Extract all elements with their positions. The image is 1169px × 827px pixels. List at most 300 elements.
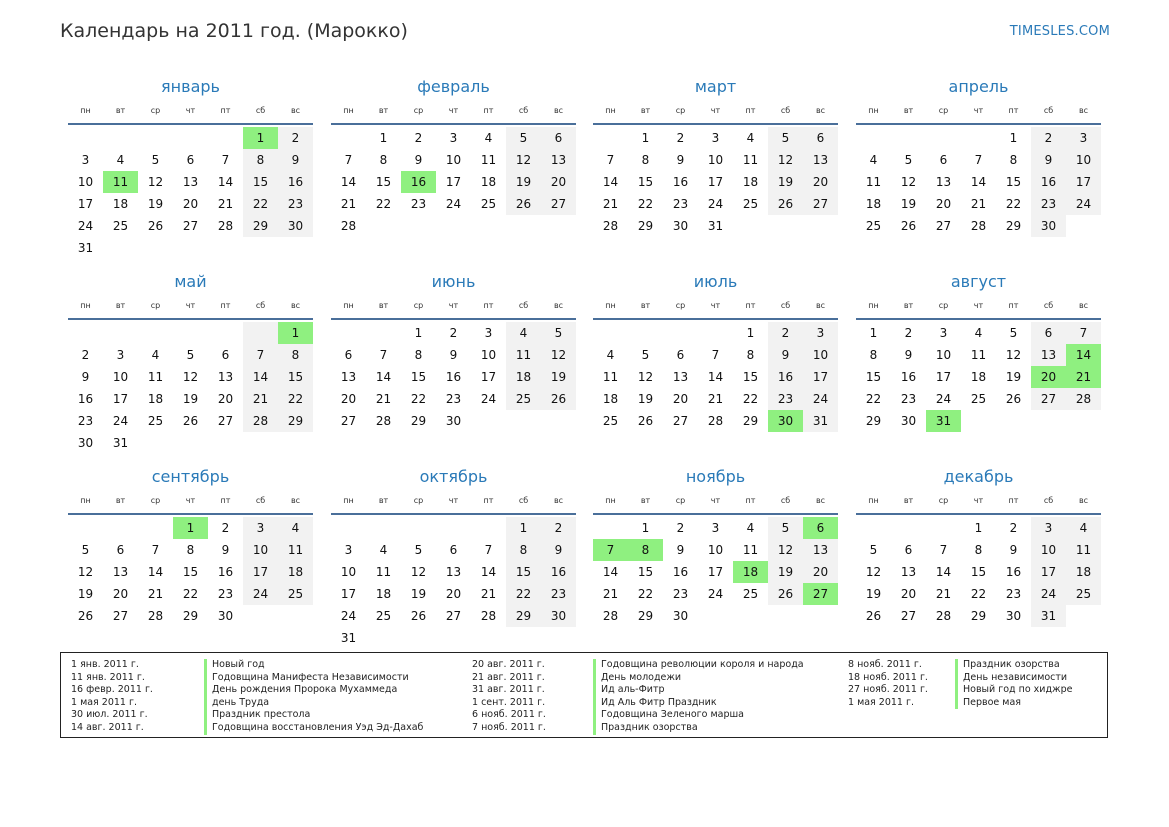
day-cell: 14 <box>340 175 357 189</box>
day-cell: 2 <box>541 517 576 539</box>
day-cell: 30 <box>672 609 689 623</box>
weekday-label: ср <box>413 105 424 115</box>
day-cell: 16 <box>672 565 689 579</box>
day-cell: 8 <box>869 348 878 362</box>
weekday-label: чт <box>710 495 721 505</box>
day-cell: 20 <box>803 561 838 583</box>
day-cell: 27 <box>803 193 838 215</box>
day-cell: 10 <box>1031 539 1066 561</box>
legend-holiday-name: Годовщина восстановления Уэд Эд-Дахаб <box>204 722 423 735</box>
day-cell: 18 <box>147 392 164 406</box>
day-cell: 28 <box>970 219 987 233</box>
empty-cell <box>366 322 401 344</box>
holiday-day-cell: 14 <box>1066 344 1101 366</box>
day-cell: 16 <box>900 370 917 384</box>
day-cell: 9 <box>541 539 576 561</box>
weekday-label: пт <box>1008 300 1019 310</box>
legend-names-col-3 <box>955 659 1072 709</box>
day-cell: 24 <box>1066 193 1101 215</box>
day-cell: 6 <box>904 543 913 557</box>
day-cell: 12 <box>410 565 427 579</box>
day-cell: 9 <box>81 370 90 384</box>
day-cell: 26 <box>900 219 917 233</box>
day-cell: 12 <box>506 149 541 171</box>
empty-cell <box>698 605 733 627</box>
day-cell: 28 <box>340 219 357 233</box>
day-cell: 20 <box>217 392 234 406</box>
empty-cell <box>138 517 173 539</box>
day-cell: 17 <box>1066 171 1101 193</box>
day-cell: 12 <box>1005 348 1022 362</box>
weekday-label: вт <box>640 105 651 115</box>
holiday-legend <box>60 652 1108 738</box>
day-cell: 28 <box>935 609 952 623</box>
day-cell: 9 <box>768 344 803 366</box>
weekday-label: ср <box>675 495 686 505</box>
day-cell: 15 <box>1005 175 1022 189</box>
day-cell: 2 <box>1031 127 1066 149</box>
day-cell: 16 <box>1031 171 1066 193</box>
day-cell: 17 <box>707 565 724 579</box>
legend-date: 31 авг. 2011 г. <box>472 684 545 696</box>
day-cell: 28 <box>707 414 724 428</box>
day-cell: 20 <box>445 587 462 601</box>
day-cell: 12 <box>768 149 803 171</box>
legend-dates-col-3 <box>848 659 928 709</box>
weekday-label: пн <box>605 495 616 505</box>
empty-cell <box>663 322 698 344</box>
weekday-label: сб <box>518 300 529 310</box>
month-divider <box>593 123 838 125</box>
day-cell: 22 <box>375 197 392 211</box>
day-cell: 16 <box>445 370 462 384</box>
day-cell: 31 <box>707 219 724 233</box>
month-divider <box>593 513 838 515</box>
day-cell: 22 <box>243 193 278 215</box>
day-cell: 7 <box>379 348 388 362</box>
day-cell: 9 <box>904 348 913 362</box>
day-cell: 21 <box>970 197 987 211</box>
day-cell: 21 <box>602 197 619 211</box>
day-cell: 11 <box>147 370 164 384</box>
weekday-label: вс <box>553 495 564 505</box>
legend-holiday-name: День молодежи <box>593 672 804 685</box>
day-cell: 20 <box>182 197 199 211</box>
weekday-label: вс <box>815 495 826 505</box>
weekday-label: вс <box>1078 495 1089 505</box>
day-cell: 17 <box>803 366 838 388</box>
weekday-label: пт <box>220 495 231 505</box>
month-1 <box>68 73 313 259</box>
day-cell: 13 <box>217 370 234 384</box>
weekday-label: пт <box>483 495 494 505</box>
empty-cell <box>541 215 576 237</box>
day-cell: 2 <box>676 131 685 145</box>
day-cell: 17 <box>243 561 278 583</box>
day-cell: 4 <box>278 517 313 539</box>
empty-cell <box>768 215 803 237</box>
weekday-label: ср <box>675 105 686 115</box>
day-cell: 13 <box>182 175 199 189</box>
day-cell: 8 <box>243 149 278 171</box>
day-cell: 5 <box>1009 326 1018 340</box>
day-cell: 21 <box>935 587 952 601</box>
weekday-label: вт <box>903 105 914 115</box>
day-cell: 28 <box>480 609 497 623</box>
day-cell: 10 <box>1066 149 1101 171</box>
day-cell: 10 <box>340 565 357 579</box>
holiday-day-cell: 7 <box>593 539 628 561</box>
day-cell: 9 <box>1009 543 1018 557</box>
legend-holiday-name: Праздник престола <box>204 709 423 722</box>
day-cell: 23 <box>217 587 234 601</box>
day-cell: 7 <box>221 153 230 167</box>
month-name: апрель <box>948 77 1009 96</box>
empty-cell <box>768 605 803 627</box>
day-cell: 30 <box>77 436 94 450</box>
day-grid <box>68 517 313 627</box>
empty-cell <box>996 410 1031 432</box>
legend-holiday-name: Праздник озорства <box>955 659 1072 672</box>
day-cell: 3 <box>1066 127 1101 149</box>
day-cell: 14 <box>602 175 619 189</box>
day-cell: 5 <box>768 517 803 539</box>
day-cell: 29 <box>506 605 541 627</box>
empty-cell <box>1066 605 1101 627</box>
day-cell: 15 <box>506 561 541 583</box>
day-cell: 29 <box>637 609 654 623</box>
month-6 <box>331 268 576 432</box>
weekday-label: пн <box>343 105 354 115</box>
day-cell: 10 <box>243 539 278 561</box>
day-cell: 16 <box>672 175 689 189</box>
weekday-header <box>593 490 838 510</box>
day-cell: 5 <box>641 348 650 362</box>
day-cell: 6 <box>803 127 838 149</box>
weekday-label: пн <box>868 300 879 310</box>
weekday-label: пн <box>868 495 879 505</box>
empty-cell <box>961 127 996 149</box>
day-cell: 2 <box>449 326 458 340</box>
day-cell: 25 <box>1066 583 1101 605</box>
day-cell: 7 <box>939 543 948 557</box>
day-cell: 23 <box>410 197 427 211</box>
day-cell: 14 <box>480 565 497 579</box>
empty-cell <box>961 410 996 432</box>
empty-cell <box>366 215 401 237</box>
month-name: январь <box>161 77 220 96</box>
day-cell: 14 <box>602 565 619 579</box>
legend-holiday-name: Новый год по хиджре <box>955 684 1072 697</box>
day-cell: 28 <box>217 219 234 233</box>
day-cell: 25 <box>865 219 882 233</box>
day-cell: 19 <box>768 561 803 583</box>
weekday-label: чт <box>973 300 984 310</box>
day-cell: 29 <box>410 414 427 428</box>
day-cell: 5 <box>904 153 913 167</box>
site-link[interactable]: TIMESLES.COM <box>1009 24 1110 39</box>
day-cell: 5 <box>186 348 195 362</box>
weekday-label: пт <box>745 105 756 115</box>
day-cell: 23 <box>541 583 576 605</box>
legend-date: 8 нояб. 2011 г. <box>848 659 922 670</box>
day-cell: 28 <box>1066 388 1101 410</box>
legend-date: 6 нояб. 2011 г. <box>472 709 546 721</box>
day-cell: 17 <box>445 175 462 189</box>
day-cell: 21 <box>480 587 497 601</box>
day-cell: 7 <box>711 348 720 362</box>
empty-cell <box>331 322 366 344</box>
day-cell: 30 <box>672 219 689 233</box>
empty-cell <box>401 627 436 649</box>
day-cell: 8 <box>186 543 195 557</box>
day-cell: 9 <box>221 543 230 557</box>
legend-holiday-name: День независимости <box>955 672 1072 685</box>
empty-cell <box>138 432 173 454</box>
day-cell: 26 <box>147 219 164 233</box>
day-cell: 18 <box>865 197 882 211</box>
weekday-label: вт <box>640 495 651 505</box>
day-cell: 18 <box>742 175 759 189</box>
weekday-label: вс <box>815 300 826 310</box>
day-cell: 27 <box>1031 388 1066 410</box>
weekday-label: сб <box>518 495 529 505</box>
day-cell: 6 <box>344 348 353 362</box>
month-name: февраль <box>417 77 490 96</box>
day-cell: 11 <box>602 370 619 384</box>
weekday-label: пт <box>1008 495 1019 505</box>
holiday-day-cell: 18 <box>733 561 768 583</box>
empty-cell <box>856 127 891 149</box>
day-cell: 15 <box>375 175 392 189</box>
day-cell: 30 <box>1005 609 1022 623</box>
weekday-label: вс <box>290 300 301 310</box>
day-grid <box>68 322 313 454</box>
day-cell: 14 <box>935 565 952 579</box>
empty-cell <box>436 215 471 237</box>
month-name: декабрь <box>943 467 1014 486</box>
empty-cell <box>103 517 138 539</box>
day-cell: 22 <box>637 197 654 211</box>
day-cell: 19 <box>1005 370 1022 384</box>
day-cell: 26 <box>541 388 576 410</box>
day-cell: 30 <box>445 414 462 428</box>
day-cell: 5 <box>414 543 423 557</box>
day-cell: 25 <box>742 587 759 601</box>
day-cell: 16 <box>77 392 94 406</box>
day-cell: 13 <box>803 149 838 171</box>
month-7 <box>593 268 838 432</box>
weekday-label: пн <box>343 495 354 505</box>
legend-holiday-name: Новый год <box>204 659 423 672</box>
day-cell: 11 <box>375 565 392 579</box>
day-cell: 16 <box>1005 565 1022 579</box>
weekday-label: ср <box>938 105 949 115</box>
day-cell: 14 <box>147 565 164 579</box>
weekday-label: сб <box>255 300 266 310</box>
legend-date: 16 февр. 2011 г. <box>71 684 153 696</box>
legend-dates-col-1 <box>71 659 153 735</box>
day-cell: 5 <box>869 543 878 557</box>
empty-cell <box>891 517 926 539</box>
day-cell: 25 <box>742 197 759 211</box>
day-cell: 28 <box>375 414 392 428</box>
legend-date: 14 авг. 2011 г. <box>71 721 144 733</box>
day-cell: 13 <box>340 370 357 384</box>
day-cell: 12 <box>147 175 164 189</box>
empty-cell <box>506 410 541 432</box>
empty-cell <box>471 517 506 539</box>
empty-cell <box>173 127 208 149</box>
day-cell: 8 <box>414 348 423 362</box>
empty-cell <box>366 627 401 649</box>
day-cell: 24 <box>935 392 952 406</box>
day-cell: 7 <box>606 153 615 167</box>
holiday-day-cell: 21 <box>1066 366 1101 388</box>
day-cell: 1 <box>746 326 755 340</box>
weekday-header <box>593 100 838 120</box>
day-cell: 22 <box>865 392 882 406</box>
month-2 <box>331 73 576 237</box>
day-cell: 23 <box>445 392 462 406</box>
day-cell: 26 <box>768 583 803 605</box>
month-12 <box>856 463 1101 627</box>
day-cell: 31 <box>340 631 357 645</box>
weekday-label: сб <box>518 105 529 115</box>
weekday-label: ср <box>675 300 686 310</box>
weekday-label: сб <box>780 300 791 310</box>
empty-cell <box>331 517 366 539</box>
empty-cell <box>103 127 138 149</box>
weekday-label: пт <box>745 300 756 310</box>
day-cell: 22 <box>970 587 987 601</box>
day-cell: 17 <box>112 392 129 406</box>
day-cell: 24 <box>803 388 838 410</box>
day-cell: 11 <box>742 543 759 557</box>
weekday-label: вс <box>290 105 301 115</box>
day-cell: 17 <box>480 370 497 384</box>
month-3 <box>593 73 838 237</box>
empty-cell <box>471 410 506 432</box>
weekday-label: пн <box>868 105 879 115</box>
weekday-label: пт <box>1008 105 1019 115</box>
day-cell: 19 <box>506 171 541 193</box>
day-cell: 26 <box>410 609 427 623</box>
day-cell: 25 <box>506 388 541 410</box>
month-divider <box>331 513 576 515</box>
day-cell: 12 <box>77 565 94 579</box>
day-cell: 20 <box>900 587 917 601</box>
legend-holiday-name: Ид Аль Фитр Праздник <box>593 697 804 710</box>
day-cell: 17 <box>1031 561 1066 583</box>
day-cell: 2 <box>1009 521 1018 535</box>
day-cell: 14 <box>375 370 392 384</box>
day-cell: 11 <box>506 344 541 366</box>
day-grid <box>593 322 838 432</box>
day-grid <box>68 127 313 259</box>
day-cell: 20 <box>803 171 838 193</box>
empty-cell <box>733 215 768 237</box>
empty-cell <box>593 127 628 149</box>
weekday-label: пн <box>605 105 616 115</box>
month-name: август <box>950 272 1007 291</box>
month-5 <box>68 268 313 454</box>
day-cell: 22 <box>410 392 427 406</box>
day-cell: 15 <box>742 370 759 384</box>
day-cell: 25 <box>970 392 987 406</box>
weekday-label: чт <box>710 105 721 115</box>
day-cell: 7 <box>151 543 160 557</box>
day-cell: 27 <box>182 219 199 233</box>
day-cell: 24 <box>340 609 357 623</box>
empty-cell <box>331 127 366 149</box>
day-cell: 28 <box>147 609 164 623</box>
day-cell: 27 <box>112 609 129 623</box>
holiday-day-cell: 1 <box>173 517 208 539</box>
day-cell: 3 <box>711 521 720 535</box>
empty-cell <box>243 432 278 454</box>
day-cell: 29 <box>1005 219 1022 233</box>
weekday-label: ср <box>938 300 949 310</box>
weekday-header <box>856 490 1101 510</box>
holiday-day-cell: 6 <box>803 517 838 539</box>
weekday-label: пн <box>80 105 91 115</box>
day-cell: 18 <box>1066 561 1101 583</box>
day-cell: 13 <box>112 565 129 579</box>
legend-names-col-1 <box>204 659 423 735</box>
holiday-day-cell: 27 <box>803 583 838 605</box>
month-divider <box>68 318 313 320</box>
day-cell: 29 <box>182 609 199 623</box>
empty-cell <box>471 215 506 237</box>
empty-cell <box>68 127 103 149</box>
day-cell: 24 <box>480 392 497 406</box>
legend-holiday-name: День рождения Пророка Мухаммеда <box>204 684 423 697</box>
empty-cell <box>506 627 541 649</box>
month-name: июнь <box>431 272 476 291</box>
weekday-label: пн <box>605 300 616 310</box>
day-cell: 26 <box>637 414 654 428</box>
day-cell: 1 <box>869 326 878 340</box>
day-cell: 23 <box>768 388 803 410</box>
day-cell: 4 <box>746 521 755 535</box>
day-cell: 5 <box>81 543 90 557</box>
day-cell: 3 <box>116 348 125 362</box>
day-cell: 17 <box>935 370 952 384</box>
day-cell: 21 <box>217 197 234 211</box>
day-cell: 20 <box>672 392 689 406</box>
holiday-day-cell: 31 <box>926 410 961 432</box>
empty-cell <box>401 215 436 237</box>
day-cell: 21 <box>243 388 278 410</box>
month-divider <box>68 123 313 125</box>
day-cell: 26 <box>768 193 803 215</box>
day-cell: 2 <box>278 127 313 149</box>
day-cell: 7 <box>1066 322 1101 344</box>
day-cell: 8 <box>278 344 313 366</box>
legend-holiday-name: Годовщина Манифеста Независимости <box>204 672 423 685</box>
day-cell: 26 <box>506 193 541 215</box>
weekday-label: вт <box>378 105 389 115</box>
empty-cell <box>243 322 278 344</box>
day-cell: 2 <box>221 521 230 535</box>
day-cell: 12 <box>900 175 917 189</box>
day-cell: 20 <box>935 197 952 211</box>
empty-cell <box>926 517 961 539</box>
empty-cell <box>401 517 436 539</box>
month-4 <box>856 73 1101 237</box>
empty-cell <box>436 627 471 649</box>
